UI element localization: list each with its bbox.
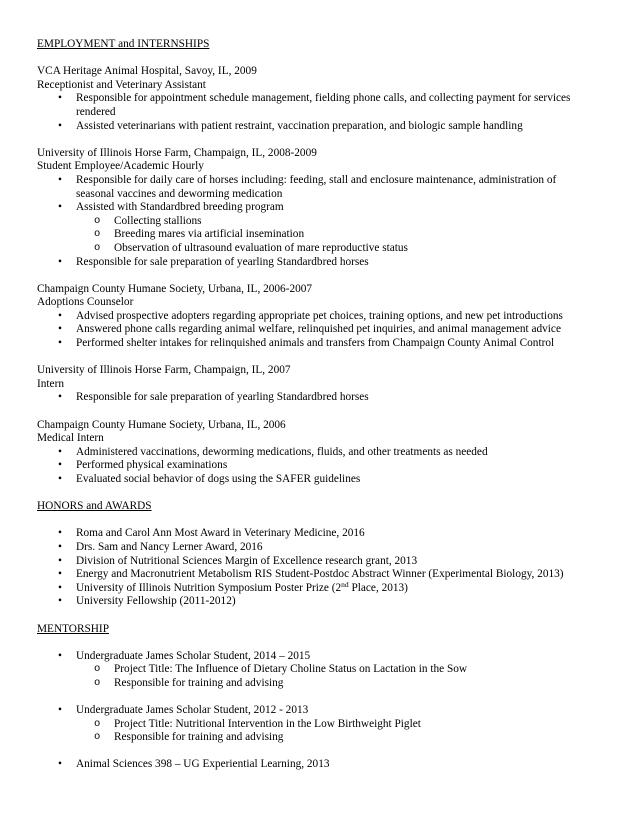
entry-organization: University of Illinois Horse Farm, Champaign, IL, 2008-2009	[37, 146, 317, 159]
list-item: • Answered phone calls regarding animal welfare, relinquished pet inquiries, and animal management advice	[58, 323, 561, 336]
bullet-icon: •	[58, 473, 62, 485]
bullet-icon: •	[58, 391, 62, 404]
bullet-icon: •	[58, 704, 62, 717]
bullet-icon: •	[58, 649, 62, 662]
employment-heading: EMPLOYMENT and INTERNSHIPS	[37, 38, 210, 50]
mentorship-list	[37, 704, 597, 745]
bullet-icon: •	[58, 445, 62, 458]
honors-list	[37, 527, 597, 609]
list-item-continuation: seasonal vaccines and deworming medication	[76, 187, 283, 200]
list-item-continuation: rendered	[76, 105, 116, 118]
list-item: • Advised prospective adopters regarding appropriate pet choices, training options, and new pet introductions	[58, 309, 563, 322]
employment-entry	[37, 65, 597, 133]
sub-list-item: o Breeding mares via artificial insemination	[94, 228, 305, 241]
entry-organization: VCA Heritage Animal Hospital, Savoy, IL, 2009	[37, 65, 257, 78]
list-item: • Performed physical examinations	[58, 459, 228, 472]
bullet-icon: •	[58, 309, 62, 322]
bullet-icon: •	[58, 581, 62, 594]
bullet-icon: •	[58, 337, 62, 350]
bullet-icon: •	[58, 201, 62, 214]
list-item: • Administered vaccinations, deworming medications, fluids, and other treatments as needed	[58, 445, 488, 458]
list-item: • Division of Nutritional Sciences Margin of Excellence research grant, 2013	[58, 554, 418, 567]
sub-bullet-icon: o	[94, 214, 101, 227]
sub-list-item: o Project Title: Nutritional Intervention in the Low Birthweight Piglet	[94, 717, 421, 730]
list-item: • Undergraduate James Scholar Student, 2012 - 2013	[58, 704, 309, 717]
list-item: • Energy and Macronutrient Metabolism RIS Student-Postdoc Abstract Winner (Experimental Biology, 2013)	[58, 568, 564, 581]
bullet-icon: •	[58, 92, 62, 105]
entry-role: Medical Intern	[37, 432, 104, 445]
bullet-icon: •	[58, 527, 62, 540]
sub-bullet-icon: o	[94, 676, 101, 689]
sub-bullet-icon: o	[94, 228, 101, 241]
list-item: • Animal Sciences 398 – UG Experiential Learning, 2013	[58, 758, 330, 771]
list-item: • University Fellowship (2011-2012)	[58, 595, 236, 608]
list-item: • Evaluated social behavior of dogs using the SAFER guidelines	[58, 473, 361, 485]
list-item: • Responsible for appointment schedule management, fielding phone calls, and collecting payment for services	[58, 92, 571, 105]
entry-organization: Champaign County Humane Society, Urbana, IL, 2006	[37, 418, 286, 431]
employment-entry	[37, 147, 597, 269]
bullet-icon: •	[58, 255, 62, 268]
bullet-icon: •	[58, 173, 62, 186]
entry-organization: Champaign County Humane Society, Urbana, IL, 2006-2007	[37, 282, 313, 295]
bullet-icon: •	[58, 540, 62, 553]
entry-role: Student Employee/Academic Hourly	[37, 160, 204, 173]
sub-bullet-icon: o	[94, 731, 101, 744]
mentorship-list	[37, 758, 597, 772]
sub-list-item: o Project Title: The Influence of Dietary Choline Status on Lactation in the Sow	[94, 663, 468, 676]
entry-role: Intern	[37, 377, 64, 390]
sub-list-item: o Responsible for training and advising	[94, 731, 284, 744]
list-item: • Responsible for sale preparation of yearling Standardbred horses	[58, 255, 369, 268]
employment-entry	[37, 364, 597, 405]
mentorship-list	[37, 650, 597, 691]
list-item: • Responsible for sale preparation of yearling Standardbred horses	[58, 391, 369, 404]
superscript: nd	[341, 579, 349, 589]
list-item: • Roma and Carol Ann Most Award in Veterinary Medicine, 2016	[58, 527, 365, 540]
bullet-icon: •	[58, 554, 62, 567]
bullet-icon: •	[58, 459, 62, 472]
bullet-icon: •	[58, 568, 62, 581]
sub-bullet-icon: o	[94, 717, 101, 730]
list-item: • Assisted veterinarians with patient restraint, vaccination preparation, and biologic sample handling	[58, 119, 523, 132]
bullet-icon: •	[58, 119, 62, 132]
list-item: • Responsible for daily care of horses including: feeding, stall and enclosure maintenance, administration of	[58, 173, 557, 186]
employment-entry	[37, 283, 597, 351]
bullet-icon: •	[58, 595, 62, 608]
honors-heading: HONORS and AWARDS	[37, 500, 152, 513]
bullet-icon: •	[58, 323, 62, 336]
list-item: • Drs. Sam and Nancy Lerner Award, 2016	[58, 540, 263, 553]
mentorship-heading: MENTORSHIP	[37, 622, 109, 635]
entry-role: Adoptions Counselor	[37, 296, 134, 309]
bullet-icon: •	[58, 758, 62, 771]
entry-organization: University of Illinois Horse Farm, Champaign, IL, 2007	[37, 364, 291, 377]
sub-list-item: o Responsible for training and advising	[94, 676, 284, 689]
sub-list-item: o Observation of ultrasound evaluation of mare reproductive status	[94, 241, 408, 254]
sub-bullet-icon: o	[94, 663, 101, 676]
list-item: • Performed shelter intakes for relinquished animals and transfers from Champaign County Animal Control	[58, 337, 555, 350]
list-item: • Assisted with Standardbred breeding program	[58, 201, 284, 214]
list-item: • University of Illinois Nutrition Symposium Poster Prize (2nd Place, 2013)	[58, 579, 408, 594]
entry-role: Receptionist and Veterinary Assistant	[37, 78, 206, 91]
sub-list-item: o Collecting stallions	[94, 214, 202, 227]
employment-entry	[37, 419, 597, 487]
resume-page	[37, 38, 597, 772]
list-item: • Undergraduate James Scholar Student, 2014 – 2015	[58, 649, 311, 662]
sub-bullet-icon: o	[94, 241, 101, 254]
